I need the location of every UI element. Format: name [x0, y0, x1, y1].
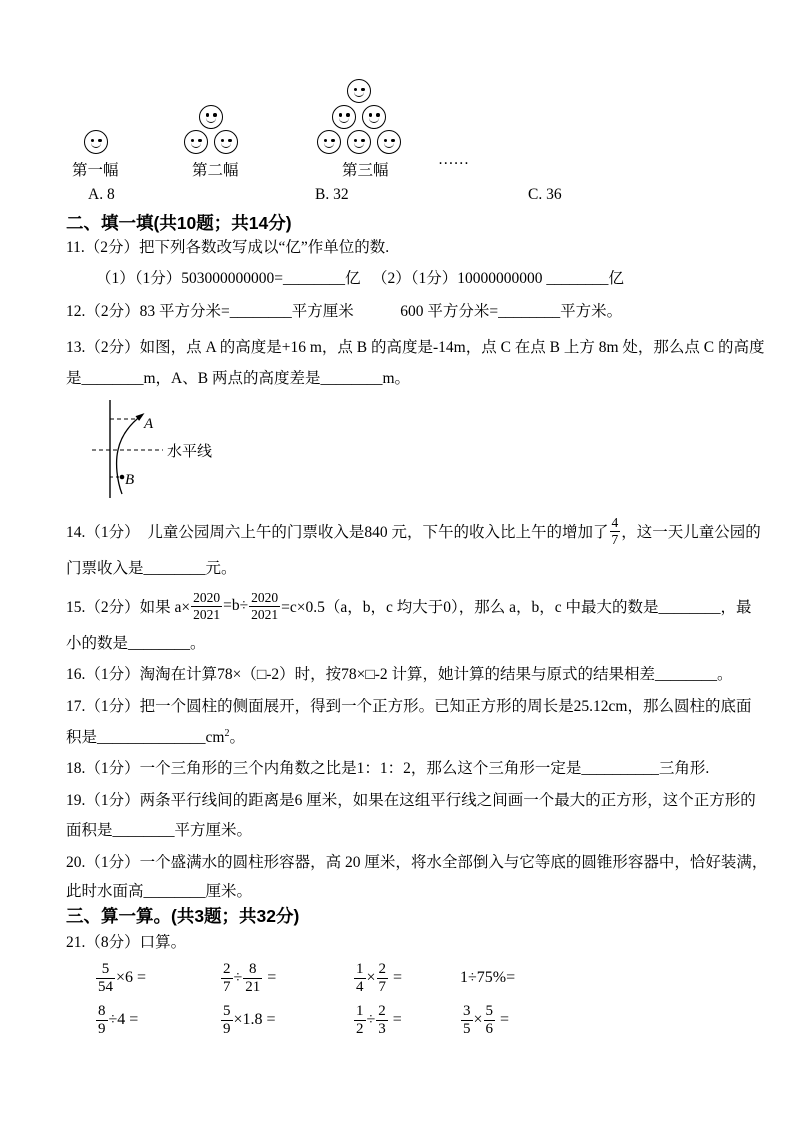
- option-a: A. 8: [88, 186, 115, 203]
- question-20-line-1: 20.（1分）一个盛满水的圆柱形容器，高 20 厘米，将水全部倒入与它等底的圆锥形容器中，恰好装满，: [66, 854, 768, 871]
- fraction-numerator: 2: [378, 1002, 386, 1019]
- question-13-line-1: 13.（2分）如图，点 A 的高度是+16 m，点 B 的高度是-14m，点 C 在点 B 上方 8m 处，那么点 C 的高度: [66, 339, 765, 356]
- fraction-denominator: 2: [356, 1020, 364, 1037]
- figure-3-label: 第三幅: [342, 162, 389, 179]
- fraction-denominator: 7: [611, 531, 619, 547]
- smiley-face-icon: [332, 105, 356, 129]
- smiley-face-icon: [377, 130, 401, 154]
- calc-expression: [353, 958, 402, 998]
- question-17-line-1: 17.（1分）把一个圆柱的侧面展开，得到一个正方形。已知正方形的周长是25.12cm，那么圆柱的底面: [66, 698, 752, 715]
- fraction: [376, 1003, 388, 1038]
- fraction-denominator: 6: [485, 1020, 494, 1037]
- option-c: C. 36: [528, 186, 562, 203]
- fraction: [610, 515, 621, 546]
- fraction-denominator: 2021: [251, 606, 279, 622]
- calc-expression: [353, 1000, 402, 1040]
- fraction-denominator: 2021: [193, 606, 221, 622]
- fraction-numerator: 1: [356, 1002, 364, 1019]
- smiley-mouth: [354, 141, 364, 148]
- smiley-mouth: [206, 116, 216, 123]
- fraction: [96, 1003, 108, 1038]
- fraction-denominator: 3: [378, 1020, 386, 1037]
- fraction-denominator: 4: [356, 978, 364, 995]
- fraction: [221, 961, 233, 996]
- text-run: ×6 =: [116, 969, 147, 986]
- smiley-mouth: [384, 141, 394, 148]
- figure-1-label: 第一幅: [72, 162, 119, 179]
- text-run: ÷: [233, 969, 243, 986]
- question-19-line-1: 19.（1分）两条平行线间的距离是6 厘米，如果在这组平行线之间画一个最大的正方形，这个正方形的: [66, 792, 756, 809]
- section-3-header: 三、算一算。(共3题；共32分): [66, 906, 300, 926]
- text-run: ×: [473, 1011, 483, 1028]
- superscript: 2: [224, 728, 230, 739]
- fraction-numerator: 4: [611, 515, 619, 531]
- smiley-mouth: [354, 90, 364, 97]
- fraction-numerator: 5: [223, 1002, 231, 1019]
- question-11-sub-1: （1）（1分）503000000000=________亿: [96, 270, 361, 287]
- fraction-numerator: 5: [101, 960, 110, 977]
- smiley-mouth: [91, 141, 101, 148]
- question-15-line-1: [66, 587, 752, 625]
- smiley-mouth: [369, 116, 379, 123]
- calc-expression: [95, 958, 146, 998]
- fraction-numerator: 2020: [193, 590, 221, 606]
- pattern-figures: [0, 0, 794, 200]
- horizontal-line-label: 水平线: [167, 444, 213, 460]
- question-19-line-2: 面积是________平方厘米。: [66, 822, 253, 839]
- fraction: [249, 590, 280, 621]
- calc-expression: [95, 1000, 138, 1040]
- fraction: [191, 590, 222, 621]
- smiley-mouth: [339, 116, 349, 123]
- fraction-numerator: 2: [223, 960, 231, 977]
- text-run: ，这一天儿童公园的: [621, 524, 761, 541]
- question-16-line-1: 16.（1分）淘淘在计算78×（□-2）时，按78×□-2 计算，她计算的结果与原式的结果相差________。: [66, 666, 733, 683]
- point-a-label: A: [144, 416, 154, 432]
- fraction-denominator: 9: [98, 1020, 106, 1037]
- fraction: [461, 1003, 473, 1038]
- fraction-numerator: 2020: [251, 590, 279, 606]
- fraction-numerator: 8: [249, 960, 257, 977]
- question-20-line-2: 此时水面高________厘米。: [66, 883, 253, 900]
- text-run: ÷: [366, 1011, 376, 1028]
- question-11-sub-2: （2）（1分）10000000000 ________亿: [372, 270, 624, 287]
- text-run: =: [389, 969, 403, 986]
- fraction: [354, 1003, 366, 1038]
- option-b: B. 32: [315, 186, 349, 203]
- fraction-denominator: 21: [245, 978, 261, 995]
- text-run: =: [263, 969, 277, 986]
- smiley-face-icon: [199, 105, 223, 129]
- smiley-mouth: [324, 141, 334, 148]
- fraction-numerator: 3: [463, 1002, 471, 1019]
- fraction: [243, 961, 262, 996]
- fraction-denominator: 5: [463, 1020, 471, 1037]
- text-run: 15.（2分）如果 a×: [66, 599, 191, 616]
- smiley-face-icon: [347, 130, 371, 154]
- question-21-label: 21.（8分）口算。: [66, 934, 187, 951]
- question-13-line-2: 是________m，A、B 两点的高度差是________m。: [66, 370, 411, 387]
- fraction: [354, 961, 366, 996]
- fraction-denominator: 54: [98, 978, 113, 995]
- fraction-numerator: 8: [98, 1002, 106, 1019]
- smiley-mouth: [191, 141, 201, 148]
- height-diagram: [84, 393, 264, 505]
- calc-expression: [460, 958, 515, 998]
- text-run: 1÷75%=: [460, 969, 516, 986]
- fraction-numerator: 2: [378, 960, 387, 977]
- point-b-label: B: [125, 472, 135, 488]
- text-run: ×1.8 =: [233, 1011, 276, 1028]
- calc-expression: [220, 1000, 276, 1040]
- fraction: [377, 961, 389, 996]
- text-run: 。: [229, 729, 245, 747]
- fraction-denominator: 9: [223, 1020, 231, 1037]
- text-run: =: [496, 1011, 510, 1028]
- smiley-face-icon: [184, 130, 208, 154]
- figure-2-label: 第二幅: [192, 162, 239, 179]
- fraction: [96, 961, 115, 996]
- question-17-line-2: [66, 728, 245, 748]
- text-run: =: [388, 1011, 402, 1028]
- section-2-header: 二、填一填(共10题；共14分): [66, 213, 292, 233]
- smiley-face-icon: [317, 130, 341, 154]
- question-14-line-2: 门票收入是________元。: [66, 560, 237, 577]
- point-b-dot: [120, 475, 125, 480]
- text-run: ×: [366, 969, 376, 986]
- text-run: =b÷: [223, 597, 249, 614]
- smiley-face-icon: [362, 105, 386, 129]
- ellipsis: ……: [438, 151, 469, 168]
- text-run: 14.（1分） 儿童公园周六上午的门票收入是840 元，下午的收入比上午的增加了: [66, 524, 609, 541]
- calc-expression: [220, 958, 276, 998]
- fraction-denominator: 7: [223, 978, 231, 995]
- question-18-line-1: 18.（1分）一个三角形的三个内角数之比是1：1：2，那么这个三角形一定是__________三角形.: [66, 760, 710, 777]
- question-12-line-1: 12.（2分）83 平方分米=________平方厘米 600 平方分米=________平方米。: [66, 303, 623, 320]
- fraction-numerator: 1: [356, 960, 364, 977]
- smiley-mouth: [221, 141, 231, 148]
- text-run: =c×0.5（a，b，c 均大于0），那么 a，b，c 中最大的数是________，最: [281, 599, 752, 616]
- smiley-face-icon: [347, 79, 371, 103]
- text-run: 积是______________cm: [66, 729, 225, 747]
- fraction: [484, 1003, 496, 1038]
- smiley-face-icon: [84, 130, 108, 154]
- fraction-denominator: 7: [378, 978, 387, 995]
- fraction: [221, 1003, 233, 1038]
- question-11-line-1: 11.（2分）把下列各数改写成以“亿”作单位的数.: [66, 239, 390, 256]
- question-14-line-1: [66, 512, 761, 550]
- question-15-line-2: 小的数是________。: [66, 635, 206, 652]
- fraction-numerator: 5: [485, 1002, 494, 1019]
- calc-expression: [460, 1000, 509, 1040]
- smiley-face-icon: [214, 130, 238, 154]
- text-run: ÷4 =: [108, 1011, 139, 1028]
